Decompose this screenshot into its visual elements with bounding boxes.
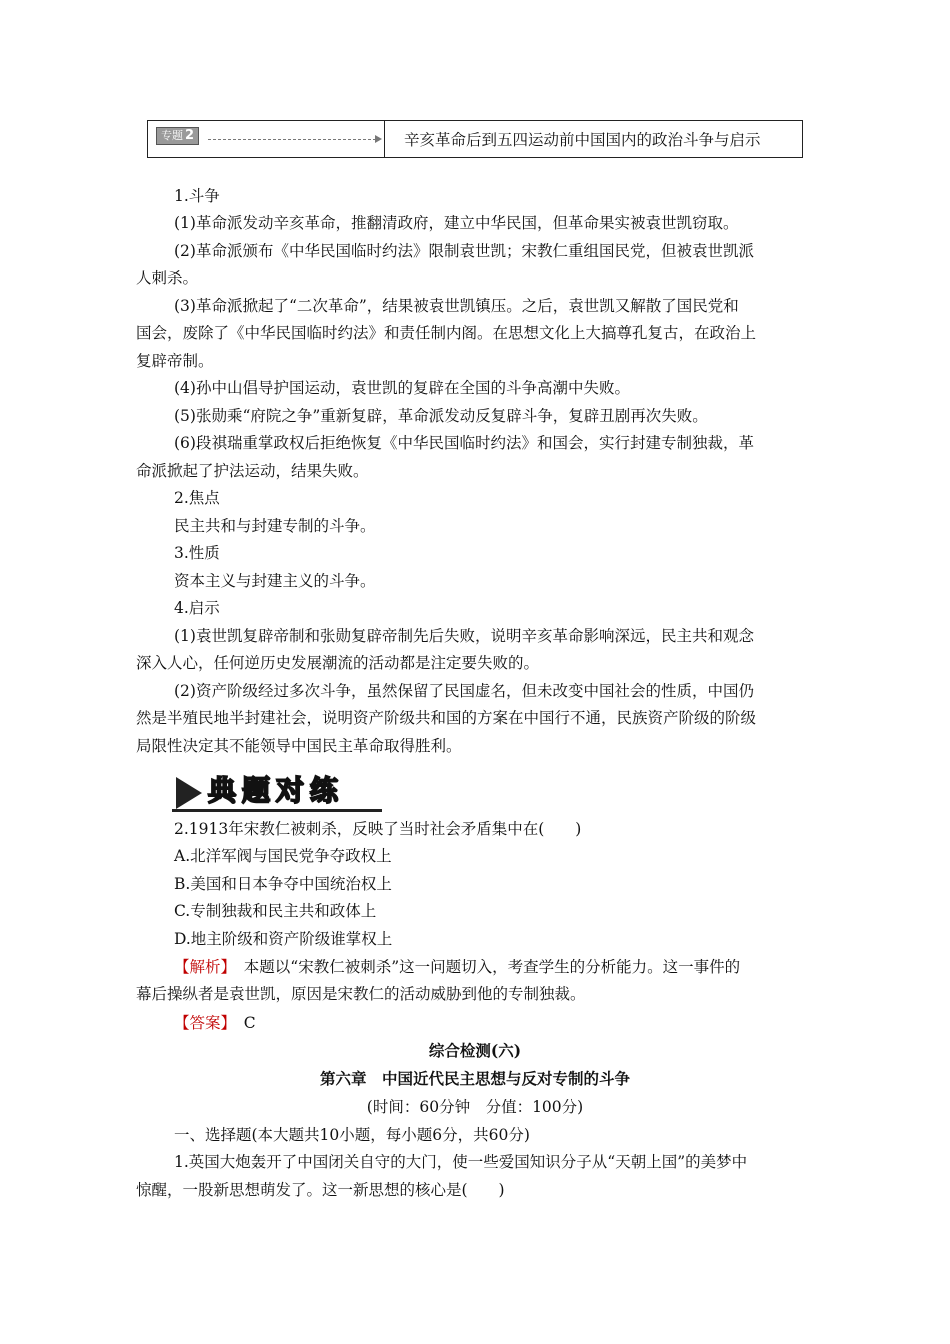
chapter-title: 第六章 中国近代民主思想与反对专制的斗争 (319, 1069, 630, 1088)
topic-tag-label: 专题 (161, 129, 183, 142)
paragraph-line: 国会，废除了《中华民国临时约法》和责任制内阁。在思想文化上大搞尊孔复古，在政治上 (136, 324, 757, 342)
heading-struggle: 1.斗争 (174, 187, 220, 205)
paragraph-line: 然是半殖民地半封建社会，说明资产阶级共和国的方案在中国行不通，民族资产阶级的阶级 (136, 709, 757, 727)
play-triangle-icon (176, 777, 202, 809)
option-a: A.北洋军阀与国民党争夺政权上 (174, 847, 392, 865)
answer-line (174, 1013, 256, 1033)
topic-header (147, 120, 803, 158)
arrow-icon (208, 139, 376, 140)
topic-tag-number: 2 (185, 128, 195, 143)
paragraph-line: (2)资产阶级经过多次斗争，虽然保留了民国虚名，但未改变中国社会的性质，中国仍 (174, 682, 754, 700)
heading-insight: 4.启示 (174, 599, 220, 617)
option-d: D.地主阶级和资产阶级谁掌权上 (174, 930, 393, 948)
answer-value: C (228, 1014, 256, 1032)
time-score: (时间：60分钟 分值：100分) (366, 1098, 584, 1116)
paragraph-line: 民主共和与封建专制的斗争。 (174, 517, 376, 535)
topic-tag (156, 127, 199, 145)
paragraph-line: 资本主义与封建主义的斗争。 (174, 572, 376, 590)
question-1-line-2: 惊醒，一股新思想萌发了。这一新思想的核心是( ) (136, 1181, 505, 1199)
paragraph-line: 命派掀起了护法运动，结果失败。 (136, 462, 369, 480)
paragraph-line: (4)孙中山倡导护国运动，袁世凯的复辟在全国的斗争高潮中失败。 (174, 379, 630, 397)
heading-focus: 2.焦点 (174, 489, 220, 507)
analysis-label: 【解析】 (174, 958, 229, 976)
banner-underline (172, 809, 382, 812)
heading-nature: 3.性质 (174, 544, 220, 562)
header-divider (384, 121, 385, 157)
paragraph-line: (3)革命派掀起了“二次革命”，结果被袁世凯镇压。之后，袁世凯又解散了国民党和 (174, 297, 739, 315)
test-title: 综合检测(六) (428, 1041, 522, 1060)
paragraph-line: (1)袁世凯复辟帝制和张勋复辟帝制先后失败，说明辛亥革命影响深远，民主共和观念 (174, 627, 754, 645)
paragraph-line: 局限性决定其不能领导中国民主革命取得胜利。 (136, 737, 462, 755)
answer-label: 【答案】 (174, 1014, 229, 1032)
analysis-text: 本题以“宋教仁被刺杀”这一问题切入，考查学生的分析能力。这一事件的 (228, 958, 741, 976)
topic-title: 辛亥革命后到五四运动前中国国内的政治斗争与启示 (404, 131, 761, 149)
paragraph-line: 人刺杀。 (136, 269, 199, 287)
paragraph-line: 复辟帝制。 (136, 352, 214, 370)
question-1-line-1: 1.英国大炮轰开了中国闭关自守的大门，使一些爱国知识分子从“天朝上国”的美梦中 (174, 1153, 748, 1171)
question-text: 2.1913年宋教仁被刺杀，反映了当时社会矛盾集中在( ) (174, 820, 582, 838)
paragraph-line: (5)张勋乘“府院之争”重新复辟，革命派发动反复辟斗争，复辟丑剧再次失败。 (174, 407, 708, 425)
practice-banner (172, 773, 382, 813)
option-b: B.美国和日本争夺中国统治权上 (174, 875, 392, 893)
section-heading: 一、选择题(本大题共10小题，每小题6分，共60分) (174, 1126, 530, 1144)
paragraph-line: 深入人心，任何逆历史发展潮流的活动都是注定要失败的。 (136, 654, 540, 672)
practice-banner-text: 典题对练 (208, 774, 345, 807)
paragraph-line: (2)革命派颁布《中华民国临时约法》限制袁世凯；宋教仁重组国民党，但被袁世凯派 (174, 242, 754, 260)
paragraph-line: (1)革命派发动辛亥革命，推翻清政府，建立中华民国，但革命果实被袁世凯窃取。 (174, 214, 739, 232)
analysis-line (174, 957, 740, 977)
analysis-line-2: 幕后操纵者是袁世凯，原因是宋教仁的活动威胁到他的专制独裁。 (136, 985, 586, 1003)
paragraph-line: (6)段祺瑞重掌政权后拒绝恢复《中华民国临时约法》和国会，实行封建专制独裁，革 (174, 434, 754, 452)
option-c: C.专制独裁和民主共和政体上 (174, 902, 377, 920)
